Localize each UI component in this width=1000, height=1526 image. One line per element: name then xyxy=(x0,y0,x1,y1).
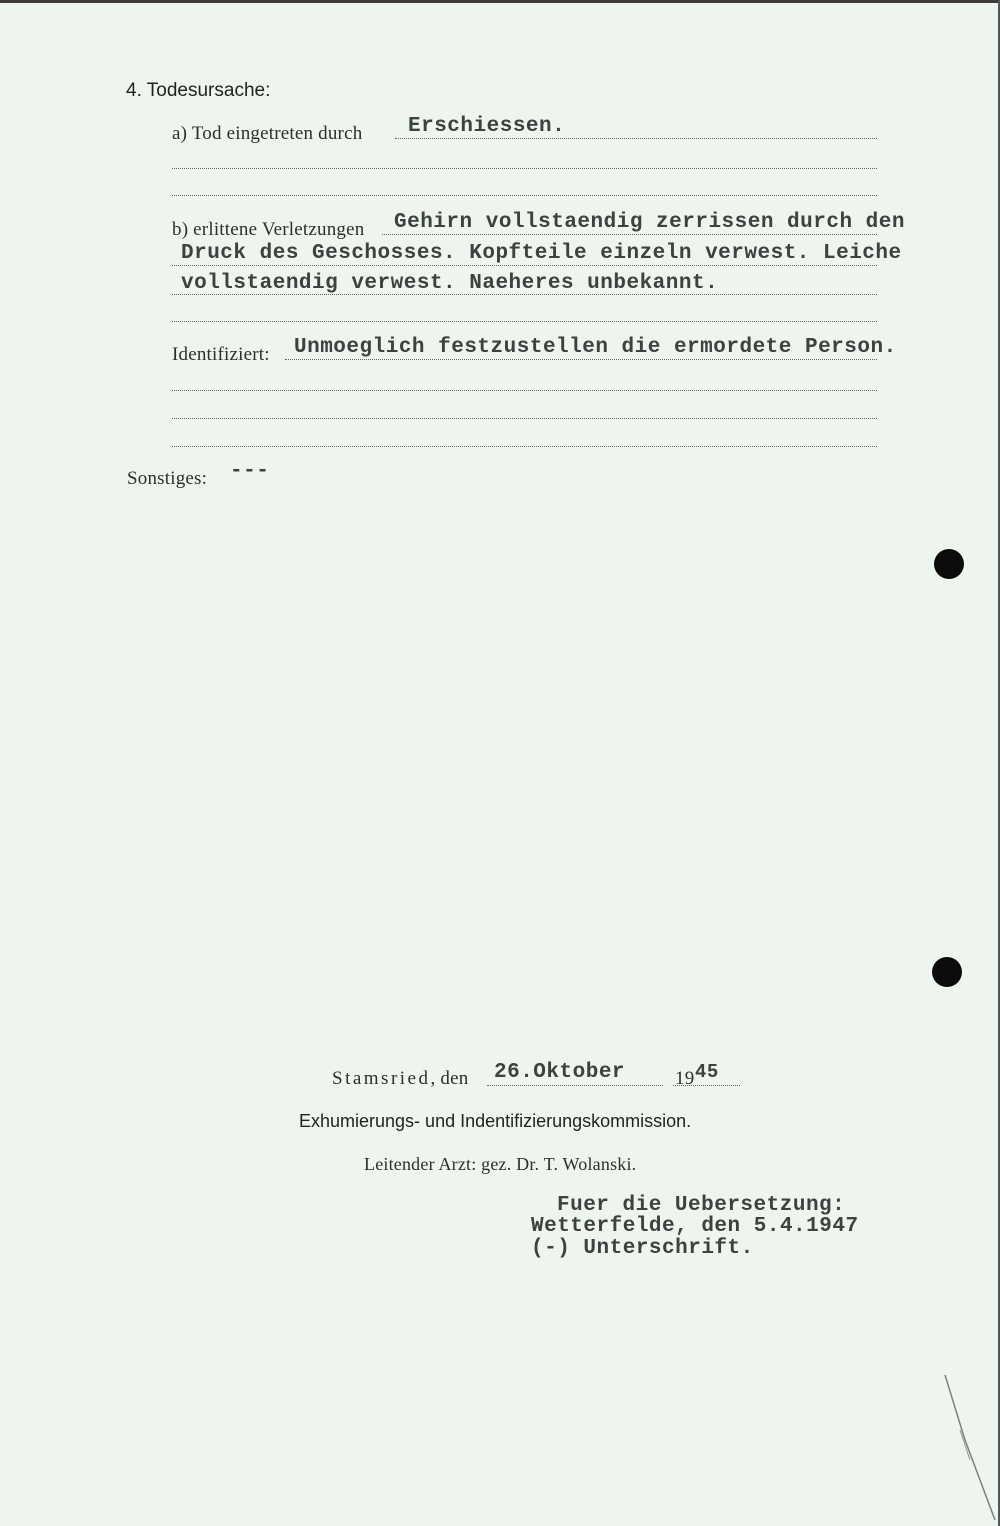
cause-value: Erschiessen. xyxy=(408,115,566,138)
injuries-rule-2 xyxy=(172,265,877,266)
year-rule xyxy=(673,1085,740,1086)
injuries-line-1: Gehirn vollstaendig zerrissen durch den xyxy=(394,211,905,234)
blank-line xyxy=(172,321,877,322)
injuries-line-3: vollstaendig verwest. Naeheres unbekannt. xyxy=(181,272,719,295)
blank-line xyxy=(172,446,877,447)
blank-line xyxy=(172,168,877,169)
commission-name: Exhumierungs- und Indentifizierungskommission. xyxy=(299,1111,692,1131)
scratch-marks xyxy=(940,1370,1000,1526)
year-typed: 45 xyxy=(695,1061,719,1083)
injuries-rule-3 xyxy=(172,294,877,295)
translation-line-3: (-) Unterschrift. xyxy=(531,1237,754,1260)
punch-hole xyxy=(932,957,962,987)
place-name: Stamsried xyxy=(332,1068,431,1089)
blank-line xyxy=(172,390,877,391)
injuries-rule-1 xyxy=(382,234,877,235)
blank-line xyxy=(172,195,877,196)
year-prefix: 19 xyxy=(675,1068,695,1089)
translation-line-1: Fuer die Uebersetzung: xyxy=(557,1194,846,1217)
identified-label: Identifiziert: xyxy=(172,344,270,365)
date-rule xyxy=(487,1085,663,1086)
translation-line-2: Wetterfelde, den 5.4.1947 xyxy=(531,1215,859,1238)
den-text: , den xyxy=(430,1068,469,1089)
section-heading: 4. Todesursache: xyxy=(126,80,271,101)
other-value: --- xyxy=(230,460,270,483)
date-typed: 26.Oktober xyxy=(494,1061,626,1084)
identified-rule xyxy=(285,359,877,360)
other-label: Sonstiges: xyxy=(127,468,208,489)
scan-edge-top xyxy=(0,0,1000,3)
injuries-line-2: Druck des Geschosses. Kopfteile einzeln verwest. Leiche xyxy=(181,242,902,265)
punch-hole xyxy=(934,549,964,579)
injuries-label: b) erlittene Verletzungen xyxy=(172,219,365,240)
cause-label: a) Tod eingetreten durch xyxy=(172,123,363,144)
place-date-line xyxy=(332,1068,468,1090)
identified-value: Unmoeglich festzustellen die ermordete Person. xyxy=(294,336,897,359)
blank-line xyxy=(172,418,877,419)
physician-line: Leitender Arzt: gez. Dr. T. Wolanski. xyxy=(364,1154,637,1174)
cause-line xyxy=(395,138,877,139)
